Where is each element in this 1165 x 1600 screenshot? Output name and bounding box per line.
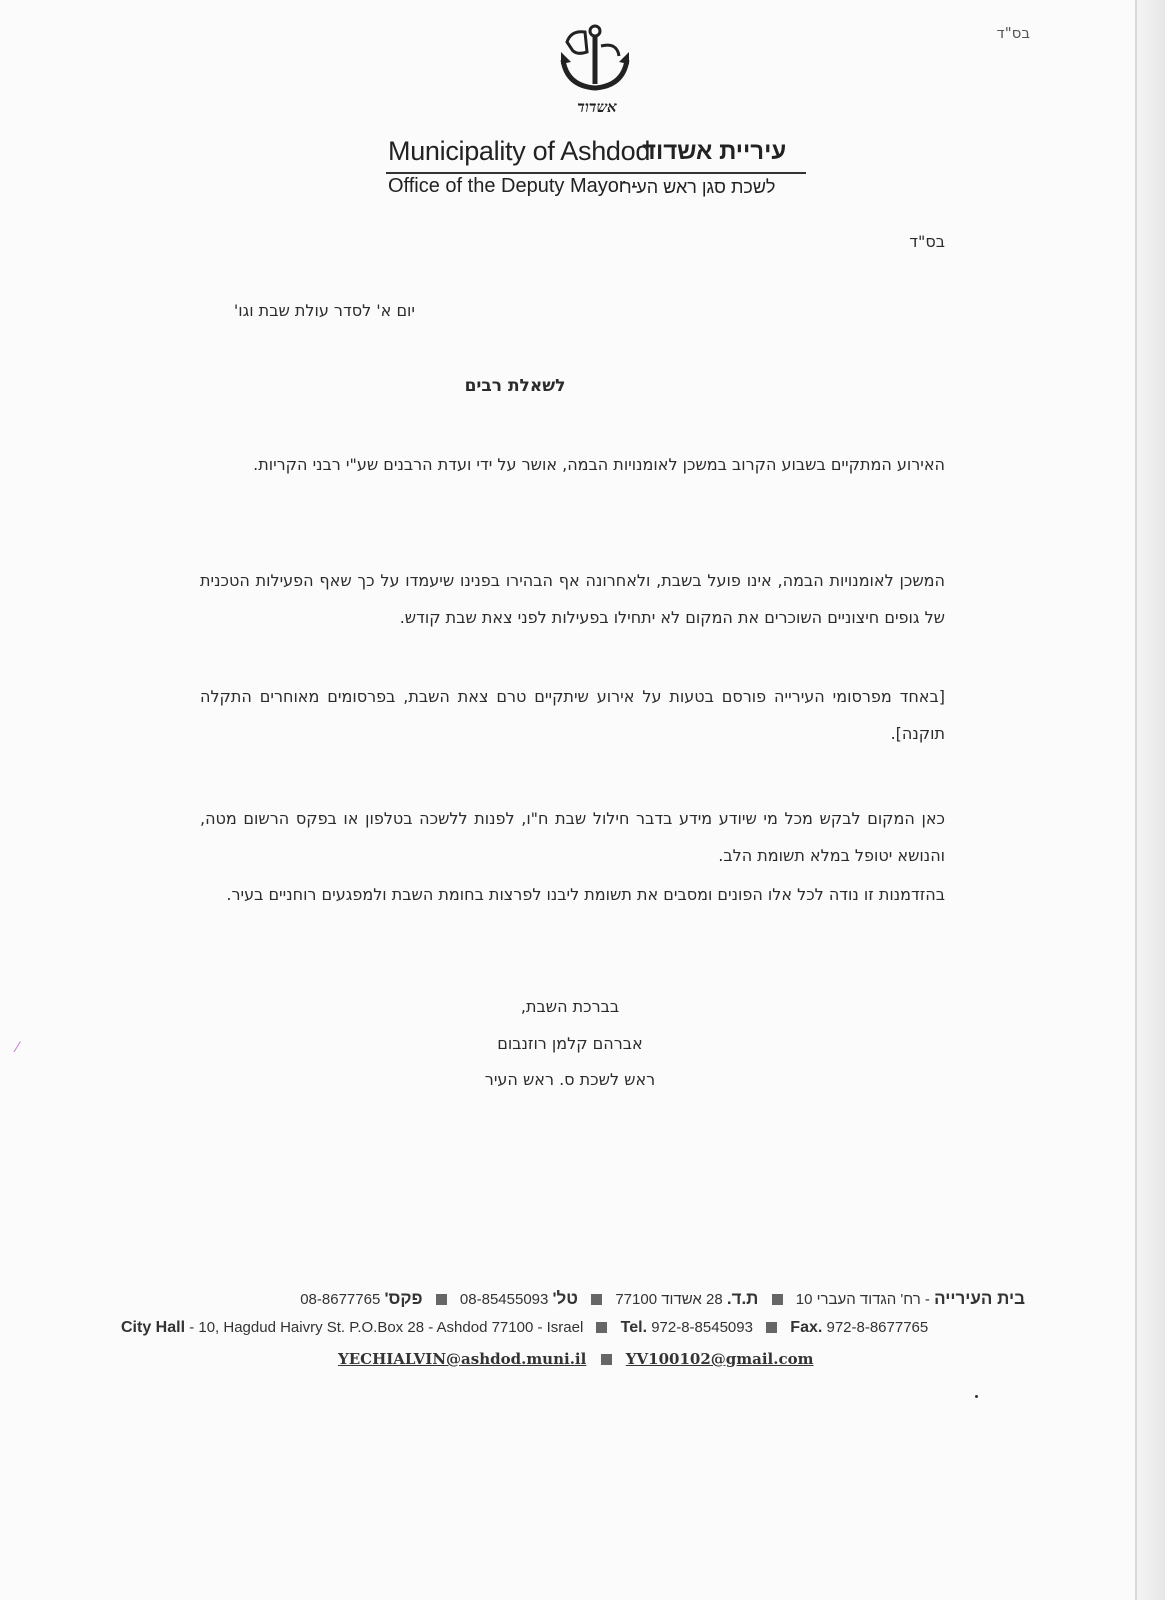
office-name-en: Office of the Deputy Mayor - — [388, 175, 638, 197]
closing-greeting: בברכת השבת, — [520, 997, 620, 1016]
footer-en-tel: 972-8-8545093 — [651, 1319, 753, 1336]
footer-he-address: - רח' הגדוד העברי 10 — [795, 1291, 930, 1308]
speck-mark — [975, 1395, 978, 1398]
office-name-he: לשכת סגן ראש העיר — [622, 177, 776, 197]
footer-emails — [338, 1350, 813, 1368]
date-line: יום א' לסדר עולת שבת וגו' — [233, 301, 415, 320]
footer-he-fax: 08-8677765 — [300, 1291, 381, 1308]
footer-he-fax-label: פקס' — [384, 1289, 423, 1308]
corner-mark: בס"ד — [996, 24, 1030, 42]
footer-en-label: City Hall — [121, 1319, 186, 1336]
letter-subject: לשאלת רבים — [464, 376, 566, 396]
scan-edge-shadow — [1135, 0, 1165, 1600]
email-link-gmail[interactable]: YV100102@gmail.com — [625, 1350, 814, 1368]
municipality-name-he: עיריית אשדוד — [642, 138, 787, 165]
paragraph-1: האירוע המתקיים בשבוע הקרוב במשכן לאומנויות הבמה, אושר על ידי ועדת הרבנים שע"י רבני הקריות. — [253, 455, 945, 474]
anchor-emblem-icon — [557, 22, 639, 118]
footer-he-tel: 08-85455093 — [459, 1291, 549, 1308]
letter-bsd: בס"ד — [909, 232, 945, 251]
paragraph-3: [באחד מפרסומי העירייה פורסם בטעות על אירוע שיתקיים טרם צאת השבת, בפרסומים מאוחרים התקלה תוקנה]. — [200, 687, 945, 743]
footer-english — [121, 1319, 928, 1337]
paragraph-2: המשכן לאומנויות הבמה, אינו פועל בשבת, ולאחרונה אף הבהירו בפנינו שיעמדו על כך שאף הפעילות הטכנית של גופים חיצוניים השוכרים את המקום לא יתחילו בפעילות לפני צאת שבת קודש. — [200, 571, 945, 627]
pen-mark-icon: ⁄ — [16, 1040, 19, 1056]
letterhead-divider — [386, 172, 806, 174]
footer-en-fax-label: Fax. — [790, 1319, 823, 1336]
paragraph-5: בהזדמנות זו נודה לכל אלו הפונים ומסבים את תשומת ליבנו לפרצות בחומת השבת ולמפגעים רוחניים בעיר. — [226, 885, 945, 904]
signer-title: ראש לשכת ס. ראש העיר — [484, 1070, 656, 1089]
separator-square-icon — [596, 1322, 607, 1333]
footer-he-pobox: 28 אשדוד 77100 — [615, 1291, 723, 1308]
signer-name: אברהם קלמן רוזנבום — [497, 1034, 643, 1053]
footer-he-tel-label: טל' — [552, 1289, 578, 1308]
separator-square-icon — [436, 1294, 447, 1305]
separator-square-icon — [601, 1354, 612, 1365]
email-link-office[interactable]: YECHIALVIN@ashdod.muni.il — [338, 1350, 587, 1368]
separator-square-icon — [772, 1294, 783, 1305]
footer-en-fax: 972-8-8677765 — [826, 1319, 929, 1336]
footer-en-address: - 10, Hagdud Haivry St. P.O.Box 28 - Ashdod 77100 - Israel — [189, 1319, 584, 1336]
logo-caption: אשדוד — [577, 98, 617, 116]
municipality-name-en: Municipality of Ashdod — [388, 136, 651, 166]
footer-hebrew — [300, 1289, 1025, 1309]
separator-square-icon — [591, 1294, 602, 1305]
footer-he-label: בית העירייה — [934, 1289, 1025, 1308]
paragraph-4: כאן המקום לבקש מכל מי שיודע מידע בדבר חילול שבת ח"ו, לפנות ללשכה בטלפון או בפקס הרשום מטה, והנושא יטופל במלא תשומת הלב. — [200, 809, 945, 865]
separator-square-icon — [766, 1322, 777, 1333]
footer-he-pobox-label: ת.ד. — [726, 1289, 759, 1308]
footer-en-tel-label: Tel. — [620, 1319, 648, 1336]
